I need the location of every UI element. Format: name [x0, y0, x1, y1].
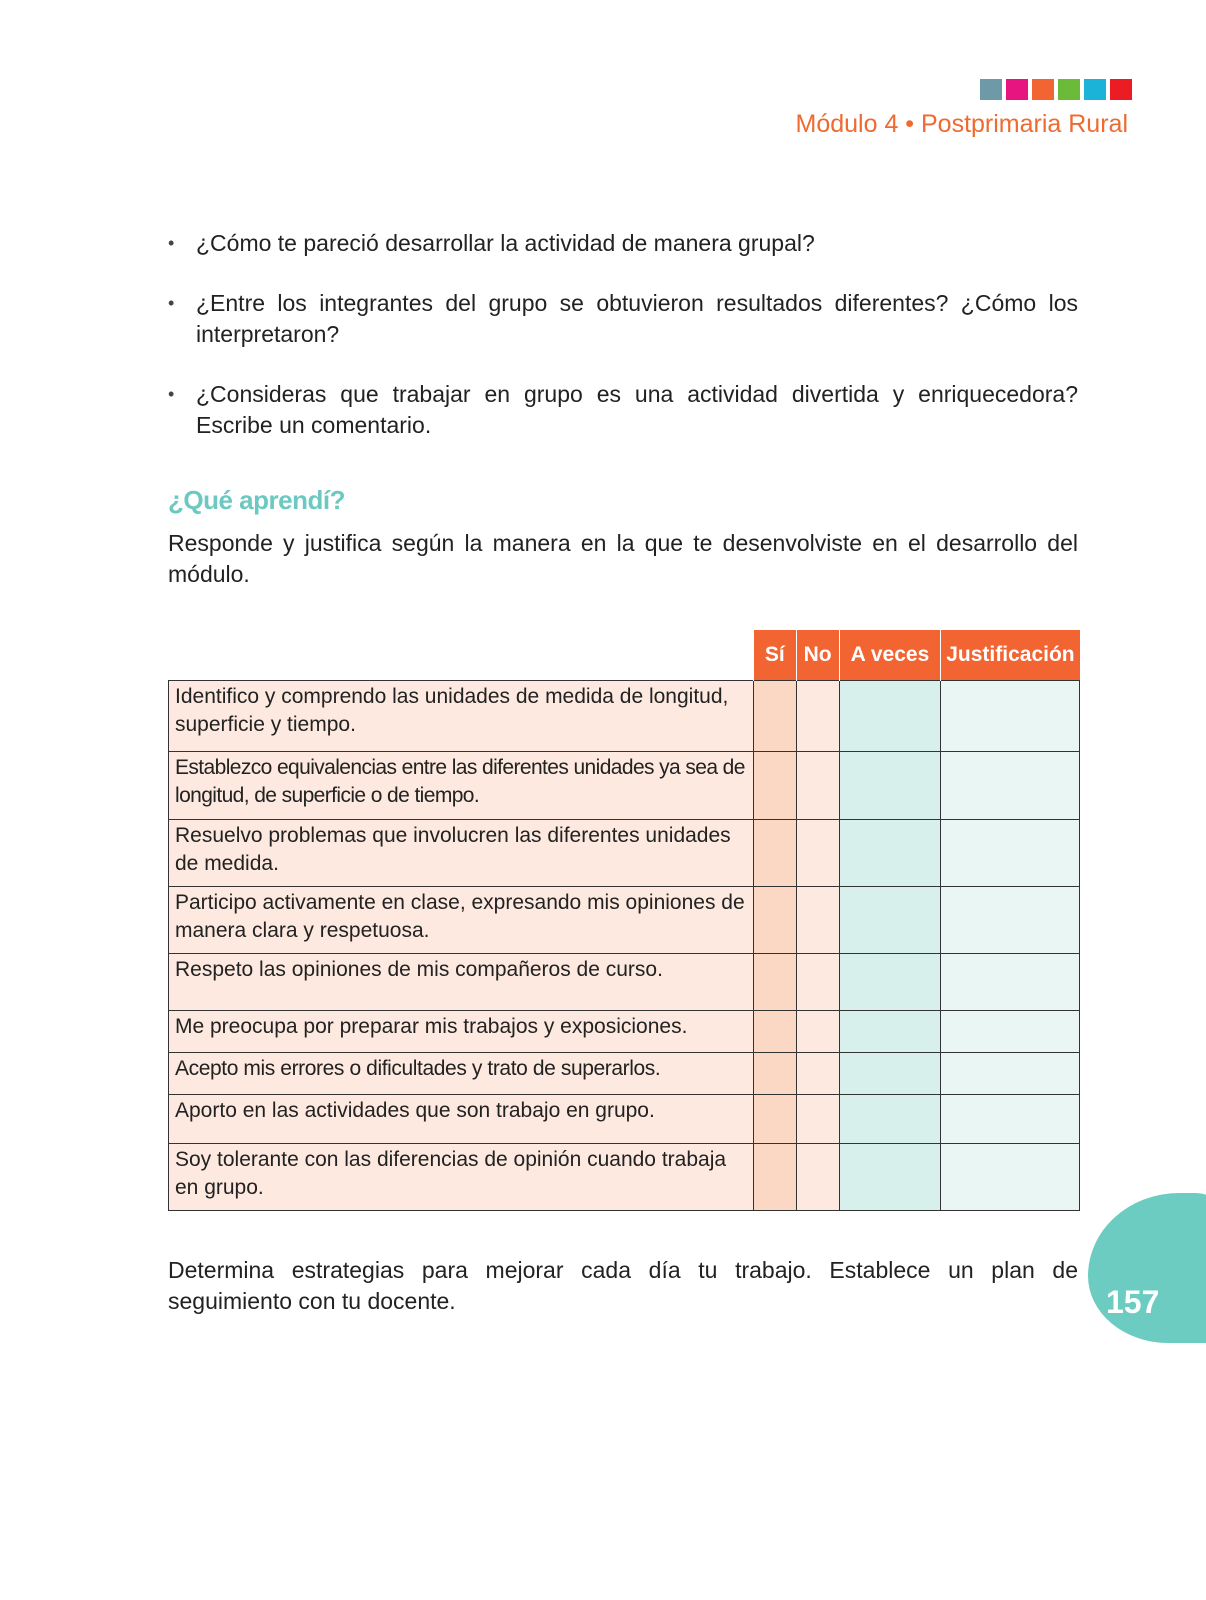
header-blank-cell [169, 630, 754, 681]
section-title: ¿Qué aprendí? [168, 485, 345, 515]
page-number: 157 [1106, 1284, 1160, 1320]
a-veces-cell[interactable] [839, 1144, 941, 1211]
si-cell[interactable] [753, 887, 796, 954]
row-statement: Aporto en las actividades que son trabajo en grupo. [169, 1095, 754, 1144]
header-justificacion: Justificación [941, 630, 1080, 681]
no-cell[interactable] [796, 887, 839, 954]
row-statement: Establezco equivalencias entre las diferentes unidades ya sea de longitud, de superficie o de tiempo. [169, 752, 754, 820]
a-veces-cell[interactable] [839, 887, 941, 954]
no-cell[interactable] [796, 681, 839, 752]
no-cell[interactable] [796, 1011, 839, 1053]
closing-instruction: Determina estrategias para mejorar cada día tu trabajo. Establece un plan de seguimiento con tu docente. [168, 1257, 1078, 1314]
justificacion-cell[interactable] [941, 681, 1080, 752]
justificacion-cell[interactable] [941, 954, 1080, 1011]
table-row [169, 820, 1080, 887]
color-square [1058, 79, 1080, 100]
table-row [169, 1144, 1080, 1211]
si-cell[interactable] [753, 1053, 796, 1095]
justificacion-cell[interactable] [941, 1053, 1080, 1095]
no-cell[interactable] [796, 1144, 839, 1211]
no-cell[interactable] [796, 1095, 839, 1144]
table-row [169, 887, 1080, 954]
color-square [1032, 79, 1054, 100]
a-veces-cell[interactable] [839, 752, 941, 820]
row-statement: Respeto las opiniones de mis compañeros de curso. [169, 954, 754, 1011]
si-cell[interactable] [753, 954, 796, 1011]
justificacion-cell[interactable] [941, 752, 1080, 820]
justificacion-cell[interactable] [941, 820, 1080, 887]
a-veces-cell[interactable] [839, 1095, 941, 1144]
si-cell[interactable] [753, 820, 796, 887]
question-list [168, 228, 1078, 470]
header-a-veces: A veces [839, 630, 941, 681]
table-row [169, 1053, 1080, 1095]
question-item: • ¿Entre los integrantes del grupo se obtuvieron resultados diferentes? ¿Cómo los interpretaron? [168, 288, 1078, 350]
justificacion-cell[interactable] [941, 1144, 1080, 1211]
color-square [1110, 79, 1132, 100]
a-veces-cell[interactable] [839, 1011, 941, 1053]
si-cell[interactable] [753, 752, 796, 820]
table-row [169, 1011, 1080, 1053]
a-veces-cell[interactable] [839, 1053, 941, 1095]
row-statement: Acepto mis errores o dificultades y trato de superarlos. [169, 1053, 754, 1095]
justificacion-cell[interactable] [941, 887, 1080, 954]
a-veces-cell[interactable] [839, 954, 941, 1011]
a-veces-cell[interactable] [839, 820, 941, 887]
question-item: • ¿Consideras que trabajar en grupo es una actividad divertida y enriquecedora? Escribe un comentario. [168, 379, 1078, 441]
justificacion-cell[interactable] [941, 1011, 1080, 1053]
table-row [169, 1095, 1080, 1144]
justificacion-cell[interactable] [941, 1095, 1080, 1144]
color-square [1084, 79, 1106, 100]
row-statement: Participo activamente en clase, expresando mis opiniones de manera clara y respetuosa. [169, 887, 754, 954]
header-color-squares [980, 79, 1132, 100]
color-square [1006, 79, 1028, 100]
si-cell[interactable] [753, 1095, 796, 1144]
si-cell[interactable] [753, 681, 796, 752]
si-cell[interactable] [753, 1144, 796, 1211]
no-cell[interactable] [796, 954, 839, 1011]
row-statement: Soy tolerante con las diferencias de opinión cuando trabaja en grupo. [169, 1144, 754, 1211]
table-row [169, 954, 1080, 1011]
si-cell[interactable] [753, 1011, 796, 1053]
color-square [980, 79, 1002, 100]
header-si: Sí [753, 630, 796, 681]
question-item: • ¿Cómo te pareció desarrollar la actividad de manera grupal? [168, 228, 1078, 259]
no-cell[interactable] [796, 820, 839, 887]
row-statement: Me preocupa por preparar mis trabajos y exposiciones. [169, 1011, 754, 1053]
table-row [169, 752, 1080, 820]
a-veces-cell[interactable] [839, 681, 941, 752]
row-statement: Resuelvo problemas que involucren las diferentes unidades de medida. [169, 820, 754, 887]
self-evaluation-table [168, 630, 1080, 1211]
module-title: Módulo 4 • Postprimaria Rural [795, 110, 1128, 138]
no-cell[interactable] [796, 752, 839, 820]
table-row [169, 681, 1080, 752]
row-statement: Identifico y comprendo las unidades de medida de longitud, superficie y tiempo. [169, 681, 754, 752]
header-no: No [796, 630, 839, 681]
section-instruction: Responde y justifica según la manera en la que te desenvolviste en el desarrollo del módulo. [168, 530, 1078, 587]
no-cell[interactable] [796, 1053, 839, 1095]
